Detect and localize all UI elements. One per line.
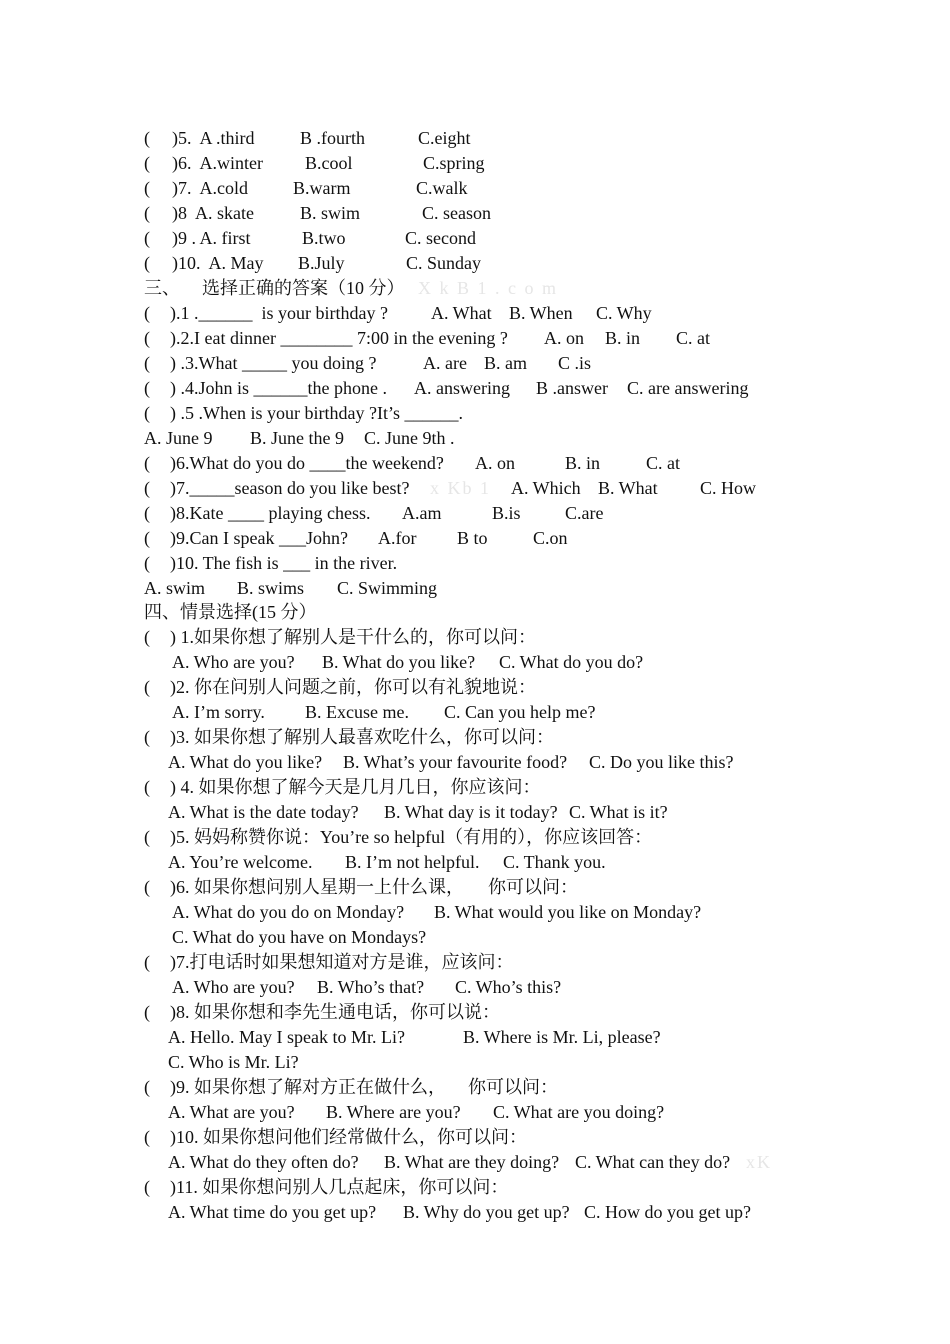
- text-segment: A. June 9: [144, 428, 213, 448]
- text-segment: A. I’m sorry.: [172, 702, 265, 722]
- answer-bracket: (: [144, 178, 150, 198]
- text-segment: A. on: [544, 328, 584, 348]
- text-line: [0, 426, 950, 451]
- text-segment: A. Who are you?: [172, 652, 295, 672]
- text-segment: )8. 如果你想和李先生通电话，你可以说：: [170, 1002, 500, 1022]
- text-segment: )5. 妈妈称赞你说：You’re so helpful（有用的），你应该回答：: [170, 827, 653, 847]
- text-segment: B. swims: [237, 578, 305, 598]
- text-line: [0, 551, 950, 576]
- text-segment: A. on: [475, 453, 515, 473]
- text-segment: B. June the 9: [250, 428, 344, 448]
- text-segment: )7. A.cold: [172, 178, 248, 198]
- text-segment: )9.Can I speak ___John?: [170, 528, 348, 548]
- text-segment: C. How do you get up?: [584, 1202, 751, 1222]
- text-segment: 你可以问：: [488, 877, 578, 897]
- text-line: [0, 1175, 950, 1200]
- text-segment: )7.打电话时如果想知道对方是谁，应该问：: [170, 952, 514, 972]
- text-segment: C .is: [558, 353, 592, 373]
- text-segment: A. swim: [144, 578, 206, 598]
- text-segment: ).2.I eat dinner ________ 7:00 in the evening ?: [170, 328, 508, 348]
- text-line: [0, 925, 950, 950]
- answer-bracket: (: [144, 827, 150, 847]
- text-segment: B .answer: [536, 378, 608, 398]
- text-segment: A. Hello. May I speak to Mr. Li?: [168, 1027, 405, 1047]
- text-segment: B. What’s your favourite food?: [343, 752, 568, 772]
- text-line: [0, 900, 950, 925]
- answer-bracket: (: [144, 553, 150, 573]
- text-segment: )6. A.winter: [172, 153, 263, 173]
- text-segment: C.eight: [418, 128, 471, 148]
- answer-bracket: (: [144, 128, 150, 148]
- text-segment: C. Who is Mr. Li?: [168, 1052, 299, 1072]
- text-segment: ) .5 .When is your birthday ?It’s ______.: [170, 403, 463, 423]
- text-segment: B. Who’s that?: [317, 977, 425, 997]
- text-segment: B.warm: [293, 178, 351, 198]
- watermark-text: X k B 1 . c o m: [418, 278, 558, 298]
- text-segment: )10. A. May: [172, 253, 264, 273]
- watermark-text: xK: [746, 1152, 772, 1172]
- text-segment: A. What do you like?: [168, 752, 323, 772]
- text-line: [0, 301, 950, 326]
- text-segment: ) .3.What _____ you doing ?: [170, 353, 377, 373]
- text-line: [0, 1150, 950, 1175]
- text-segment: 三、: [144, 278, 180, 298]
- text-segment: C. Who’s this?: [455, 977, 562, 997]
- text-line: [0, 725, 950, 750]
- text-line: [0, 700, 950, 725]
- text-segment: C. What are you doing?: [493, 1102, 665, 1122]
- text-segment: )6. 如果你想问别人星期一上什么课，: [170, 877, 464, 897]
- answer-bracket: (: [144, 153, 150, 173]
- text-segment: ).1 .______ is your birthday ?: [170, 303, 388, 323]
- text-segment: A. What: [431, 303, 492, 323]
- text-line: [0, 351, 950, 376]
- answer-bracket: (: [144, 1127, 150, 1147]
- text-segment: A. What do they often do?: [168, 1152, 359, 1172]
- text-segment: B. What do you like?: [322, 652, 476, 672]
- text-line: [0, 326, 950, 351]
- text-segment: B.is: [492, 503, 521, 523]
- text-segment: B. in: [565, 453, 601, 473]
- text-segment: C. Why: [596, 303, 652, 323]
- text-segment: B. am: [484, 353, 527, 373]
- text-segment: C. What do you do?: [499, 652, 644, 672]
- text-segment: B. What are they doing?: [384, 1152, 560, 1172]
- text-segment: B. Why do you get up?: [403, 1202, 570, 1222]
- answer-bracket: (: [144, 528, 150, 548]
- text-segment: C. second: [405, 228, 476, 248]
- text-segment: )9 . A. first: [172, 228, 251, 248]
- text-segment: C. How: [700, 478, 757, 498]
- text-line: [0, 1125, 950, 1150]
- text-segment: A. Who are you?: [172, 977, 295, 997]
- text-segment: C.are: [565, 503, 604, 523]
- text-segment: B. Where is Mr. Li, please?: [463, 1027, 661, 1047]
- text-line: [0, 675, 950, 700]
- text-segment: A. You’re welcome.: [168, 852, 313, 872]
- text-segment: A. Which: [511, 478, 581, 498]
- text-line: [0, 800, 950, 825]
- answer-bracket: (: [144, 453, 150, 473]
- text-segment: ) 1.如果你想了解别人是干什么的，你可以问：: [170, 627, 536, 647]
- text-segment: B. Where are you?: [326, 1102, 461, 1122]
- text-segment: 选择正确的答案（10 分）: [202, 278, 405, 298]
- text-segment: A. answering: [414, 378, 510, 398]
- text-segment: A. What are you?: [168, 1102, 295, 1122]
- answer-bracket: (: [144, 478, 150, 498]
- text-segment: )8.Kate ____ playing chess.: [170, 503, 371, 523]
- text-segment: B. What: [598, 478, 658, 498]
- text-segment: A. What is the date today?: [168, 802, 359, 822]
- answer-bracket: (: [144, 303, 150, 323]
- text-line: [0, 401, 950, 426]
- text-segment: A. What time do you get up?: [168, 1202, 377, 1222]
- answer-bracket: (: [144, 228, 150, 248]
- text-line: [0, 650, 950, 675]
- text-line: [0, 775, 950, 800]
- text-segment: B. What would you like on Monday?: [434, 902, 702, 922]
- text-line: [0, 850, 950, 875]
- text-line: [0, 875, 950, 900]
- text-line: [0, 600, 950, 625]
- text-line: [0, 1075, 950, 1100]
- text-segment: ) 4. 如果你想了解今天是几月几日，你应该问：: [170, 777, 541, 797]
- text-segment: )11. 如果你想问别人几点起床，你可以问：: [170, 1177, 509, 1197]
- text-segment: 你可以问：: [468, 1077, 558, 1097]
- text-segment: C. What can they do?: [575, 1152, 731, 1172]
- answer-bracket: (: [144, 353, 150, 373]
- text-line: [0, 750, 950, 775]
- answer-bracket: (: [144, 727, 150, 747]
- text-line: [0, 975, 950, 1000]
- text-line: [0, 201, 950, 226]
- text-line: [0, 625, 950, 650]
- text-segment: )3. 如果你想了解别人最喜欢吃什么，你可以问：: [170, 727, 554, 747]
- answer-bracket: (: [144, 203, 150, 223]
- text-segment: B to: [457, 528, 488, 548]
- answer-bracket: (: [144, 777, 150, 797]
- text-line: [0, 950, 950, 975]
- answer-bracket: (: [144, 403, 150, 423]
- answer-bracket: (: [144, 378, 150, 398]
- text-segment: A. are: [423, 353, 467, 373]
- answer-bracket: (: [144, 1002, 150, 1022]
- answer-bracket: (: [144, 328, 150, 348]
- text-line: [0, 576, 950, 601]
- text-segment: )10. 如果你想问他们经常做什么，你可以问：: [170, 1127, 527, 1147]
- text-line: [0, 1100, 950, 1125]
- text-segment: C.on: [533, 528, 568, 548]
- text-segment: A.am: [402, 503, 442, 523]
- text-line: [0, 476, 950, 501]
- text-segment: C. Can you help me?: [444, 702, 596, 722]
- text-segment: C. season: [422, 203, 491, 223]
- text-segment: B. When: [509, 303, 573, 323]
- text-segment: A. What do you do on Monday?: [172, 902, 405, 922]
- text-segment: C. Thank you.: [503, 852, 606, 872]
- text-line: [0, 526, 950, 551]
- answer-bracket: (: [144, 1077, 150, 1097]
- text-segment: C.spring: [423, 153, 485, 173]
- text-segment: C. are answering: [627, 378, 749, 398]
- text-segment: C. Do you like this?: [589, 752, 734, 772]
- text-segment: B.July: [298, 253, 345, 273]
- text-segment: )9. 如果你想了解对方正在做什么，: [170, 1077, 446, 1097]
- text-line: [0, 451, 950, 476]
- text-segment: C. June 9th .: [364, 428, 455, 448]
- answer-bracket: (: [144, 253, 150, 273]
- text-segment: A.for: [378, 528, 417, 548]
- text-segment: C.walk: [416, 178, 468, 198]
- text-line: [0, 151, 950, 176]
- answer-bracket: (: [144, 627, 150, 647]
- text-segment: B. What day is it today?: [384, 802, 558, 822]
- text-line: [0, 1000, 950, 1025]
- text-segment: )10. The fish is ___ in the river.: [170, 553, 398, 573]
- text-line: [0, 825, 950, 850]
- text-segment: C. at: [646, 453, 680, 473]
- text-line: [0, 276, 950, 301]
- text-segment: B. in: [605, 328, 641, 348]
- text-segment: C. What do you have on Mondays?: [172, 927, 427, 947]
- text-segment: )2. 你在问别人问题之前，你可以有礼貌地说：: [170, 677, 536, 697]
- text-segment: B. I’m not helpful.: [345, 852, 480, 872]
- text-line: [0, 226, 950, 251]
- text-segment: B. Excuse me.: [305, 702, 409, 722]
- answer-bracket: (: [144, 677, 150, 697]
- answer-bracket: (: [144, 1177, 150, 1197]
- text-line: [0, 126, 950, 151]
- text-segment: )5. A .third: [172, 128, 255, 148]
- text-segment: C. Sunday: [406, 253, 482, 273]
- text-segment: C. What is it?: [569, 802, 668, 822]
- text-line: [0, 1200, 950, 1225]
- text-segment: C. at: [676, 328, 710, 348]
- text-segment: )7._____season do you like best?: [170, 478, 410, 498]
- text-line: [0, 501, 950, 526]
- answer-bracket: (: [144, 503, 150, 523]
- text-segment: B .fourth: [300, 128, 365, 148]
- text-segment: B.two: [302, 228, 346, 248]
- text-line: [0, 1025, 950, 1050]
- text-line: [0, 176, 950, 201]
- text-segment: C. Swimming: [337, 578, 438, 598]
- text-line: [0, 251, 950, 276]
- watermark-text: x Kb 1: [430, 478, 491, 498]
- text-line: [0, 376, 950, 401]
- text-segment: B.cool: [305, 153, 353, 173]
- text-segment: ) .4.John is ______the phone .: [170, 378, 387, 398]
- text-segment: )6.What do you do ____the weekend?: [170, 453, 444, 473]
- answer-bracket: (: [144, 952, 150, 972]
- text-segment: 四、情景选择(15 分）: [144, 602, 317, 622]
- text-line: [0, 1050, 950, 1075]
- answer-bracket: (: [144, 877, 150, 897]
- text-segment: )8 A. skate: [172, 203, 254, 223]
- text-segment: B. swim: [300, 203, 361, 223]
